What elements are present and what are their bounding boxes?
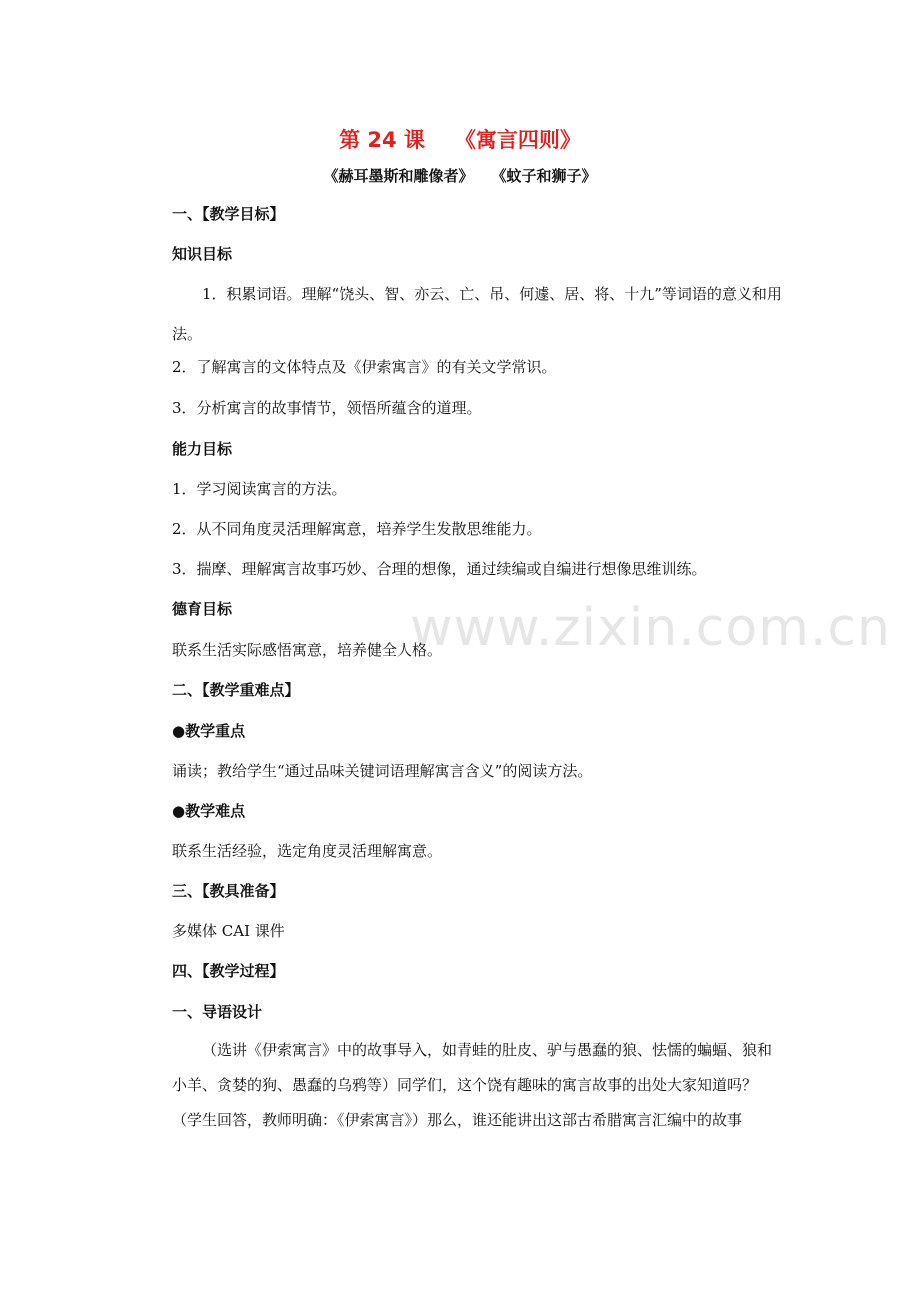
page-title xyxy=(0,124,920,154)
ability-item-3: 3．揣摩、理解寓言故事巧妙、合理的想像，通过续编或自编进行想像思维训练。 xyxy=(172,560,707,578)
key-point-text: 诵读；教给学生“通过品味关键词语理解寓言含义”的阅读方法。 xyxy=(172,762,593,780)
page-subtitle xyxy=(0,165,920,186)
ability-item-1: 1．学习阅读寓言的方法。 xyxy=(172,480,347,498)
subtitle-story-2: 《蚊子和狮子》 xyxy=(491,167,597,185)
section-heading-objectives: 一、【教学目标】 xyxy=(172,205,285,223)
knowledge-item-2: 2．了解寓言的文体特点及《伊索寓言》的有关文学常识。 xyxy=(172,358,557,376)
moral-text: 联系生活实际感悟寓意，培养健全人格。 xyxy=(172,641,443,659)
knowledge-heading: 知识目标 xyxy=(172,245,233,263)
knowledge-item-3: 3．分析寓言的故事情节，领悟所蕴含的道理。 xyxy=(172,399,482,417)
watermark: www.zixin.com.cn xyxy=(410,598,891,658)
subtitle-story-1: 《赫耳墨斯和雕像者》 xyxy=(323,167,474,185)
lesson-name: 《寓言四则》 xyxy=(454,128,581,152)
section-heading-process: 四、【教学过程】 xyxy=(172,962,285,980)
section-heading-key-points: 二、【教学重难点】 xyxy=(172,681,300,699)
lesson-number: 第 24 课 xyxy=(339,128,425,152)
materials-text: 多媒体 CAI 课件 xyxy=(172,922,285,940)
moral-heading: 德育目标 xyxy=(172,600,233,618)
difficult-point-text: 联系生活经验，选定角度灵活理解寓意。 xyxy=(172,842,443,860)
key-point-heading: ●教学重点 xyxy=(172,722,246,740)
intro-paragraph: （选讲《伊索寓言》中的故事导入，如青蛙的肚皮、驴与愚蠢的狼、怯懦的蝙蝠、狼和小羊、贪婪的狗、愚蠢的乌鸦等）同学们，这个饶有趣味的寓言故事的出处大家知道吗？（学生回答，教师明确：《伊索寓言》）那么，谁还能讲出这部古希腊寓言汇编中的故事 xyxy=(172,1041,773,1129)
intro-heading: 一、导语设计 xyxy=(172,1003,263,1021)
knowledge-item-1: 1．积累词语。理解“饶头、智、亦云、亡、吊、何遽、居、将、十九”等词语的意义和用法。 xyxy=(172,285,782,343)
ability-item-2: 2．从不同角度灵活理解寓意，培养学生发散思维能力。 xyxy=(172,520,542,538)
difficult-point-heading: ●教学难点 xyxy=(172,802,246,820)
ability-heading: 能力目标 xyxy=(172,440,233,458)
section-heading-materials: 三、【教具准备】 xyxy=(172,882,285,900)
